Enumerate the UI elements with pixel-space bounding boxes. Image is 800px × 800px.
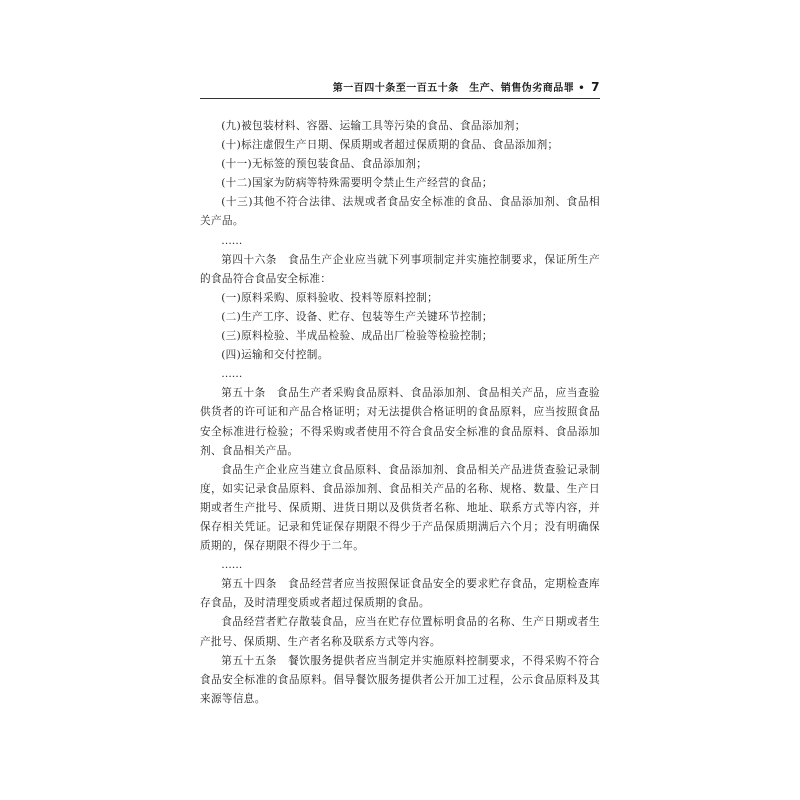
running-header (200, 78, 600, 99)
header-section-title: 第一百四十条至一百五十条 生产、销售伪劣商品罪 (332, 83, 575, 94)
list-item-13: (十三)其他不符合法律、法规或者食品安全标准的食品、食品添加剂、食品相关产品。 (200, 196, 600, 228)
list-item-9: (九)被包装材料、容器、运输工具等污染的食品、食品添加剂； (221, 120, 526, 132)
article-46-item-1: (一)原料采购、原料验收、投料等原料控制； (221, 291, 439, 304)
article-50-paragraph-2: 食品生产企业应当建立食品原料、食品添加剂、食品相关产品进货查验记录制度，如实记录食品原料、食品添加剂、食品相关产品的名称、规格、数量、生产日期或者生产批号、保质期、进货日期以及供货者名称、地址、联系方式等内容，并保存相关凭证。记录和凭证保存期限不得少于产品保质期满后六个月；没有明确保质期的，保存期限不得少于二年。 (200, 463, 600, 553)
article-46-item-4: (四)运输和交付控制。 (221, 349, 329, 362)
ellipsis: …… (221, 559, 243, 572)
ellipsis: …… (221, 368, 243, 381)
article-55: 第五十五条 餐饮服务提供者应当制定并实施原料控制要求，不得采购不符合食品安全标准的食品原料。倡导餐饮服务提供者公开加工过程，公示食品原料及其来源等信息。 (200, 654, 600, 705)
list-item-12: (十二)国家为防病等特殊需要明令禁止生产经营的食品； (221, 177, 493, 190)
list-item-10: (十)标注虚假生产日期、保质期或者超过保质期的食品、食品添加剂； (221, 139, 559, 152)
page-number: 7 (591, 80, 600, 94)
ellipsis: …… (221, 234, 243, 247)
article-46: 第四十六条 食品生产企业应当就下列事项制定并实施控制要求，保证所生产的食品符合食品安全标准： (200, 253, 600, 285)
article-54-paragraph-2: 食品经营者贮存散装食品，应当在贮存位置标明食品的名称、生产日期或者生产批号、保质期、生产者名称及联系方式等内容。 (200, 616, 600, 648)
header-separator: • (578, 83, 586, 94)
article-54: 第五十四条 食品经营者应当按照保证食品安全的要求贮存食品，定期检查库存食品，及时清理变质或者超过保质期的食品。 (200, 578, 600, 610)
article-50: 第五十条 食品生产者采购食品原料、食品添加剂、食品相关产品，应当查验供货者的许可证和产品合格证明；对无法提供合格证明的食品原料，应当按照食品安全标准进行检验；不得采购或者使用不符合食品安全标准的食品原料、食品添加剂、食品相关产品。 (200, 387, 600, 457)
article-46-item-2: (二)生产工序、设备、贮存、包装等生产关键环节控制； (221, 310, 493, 323)
body-text (200, 117, 600, 709)
article-46-item-3: (三)原料检验、半成品检验、成品出厂检验等检验控制； (221, 330, 493, 343)
list-item-11: (十一)无标签的预包装食品、食品添加剂； (221, 158, 428, 171)
